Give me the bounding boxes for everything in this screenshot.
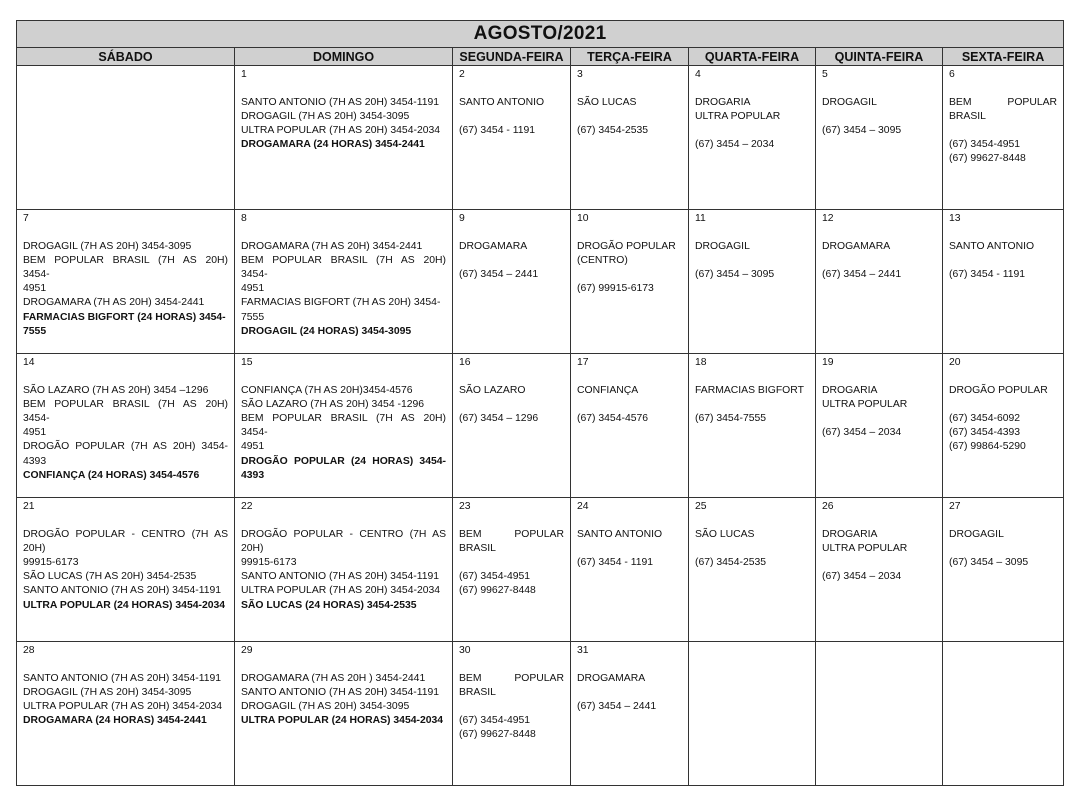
day-cell (235, 210, 453, 354)
pharmacy-line (822, 254, 936, 268)
pharmacy-line: (67) 3454 – 1296 (459, 413, 539, 425)
pharmacy-line (949, 398, 1057, 412)
pharmacy-line: DROGAMARA (822, 241, 891, 253)
day-cell (453, 210, 571, 354)
pharmacy-line: (67) 3454 – 2441 (577, 701, 657, 713)
day-number: 20 (949, 357, 961, 368)
day-cell (235, 498, 453, 642)
day-cell (816, 66, 943, 210)
on-duty-24h-line: ULTRA POPULAR (24 HORAS) 3454-2034 (23, 599, 226, 611)
pharmacy-line: (67) 99627-8448 (459, 585, 536, 597)
pharmacy-line (949, 254, 1057, 268)
day-number: 7 (23, 213, 29, 224)
day-cell (235, 354, 453, 498)
pharmacy-line: SÃO LUCAS (7H AS 20H) 3454-2535 (23, 571, 197, 583)
pharmacy-line: (67) 3454-4951 (949, 139, 1021, 151)
day-cell (235, 642, 453, 786)
day-number: 8 (241, 213, 247, 224)
pharmacy-line: DROGAGIL (7H AS 20H) 3454-3095 (241, 111, 410, 123)
day-number (23, 68, 228, 82)
calendar-title: AGOSTO/2021 (17, 21, 1064, 48)
weekday-header: SEGUNDA-FEIRA (453, 48, 571, 66)
day-cell (17, 210, 235, 354)
pharmacy-line: DROGÃO POPULAR (7H AS 20H) 3454-4393 (23, 441, 228, 467)
pharmacy-line (577, 686, 682, 700)
pharmacy-line (949, 542, 1057, 556)
day-number: 17 (577, 357, 589, 368)
pharmacy-line: DROGÃO POPULAR (949, 385, 1048, 397)
pharmacy-line: (67) 3454-4951 (459, 715, 531, 727)
on-duty-24h-line: DROGÃO POPULAR (24 HORAS) 3454-4393 (241, 455, 446, 481)
day-cell (943, 210, 1064, 354)
day-number: 22 (241, 501, 253, 512)
on-duty-24h-line: ULTRA POPULAR (24 HORAS) 3454-2034 (241, 715, 444, 727)
day-number: 28 (23, 645, 35, 656)
pharmacy-line: 7555 (241, 311, 265, 323)
pharmacy-line: (67) 3454 - 1191 (459, 125, 536, 137)
pharmacy-line: BEM POPULAR BRASIL (7H AS 20H) 3454- (23, 255, 228, 281)
pharmacy-line (822, 110, 936, 124)
pharmacy-line: SANTO ANTONIO (459, 97, 545, 109)
pharmacy-line: (67) 3454-2535 (577, 125, 649, 137)
pharmacy-line (695, 398, 809, 412)
pharmacy-line: CONFIANÇA (577, 385, 639, 397)
pharmacy-line: SÃO LUCAS (577, 97, 637, 109)
day-cell (571, 498, 689, 642)
pharmacy-line: DROGAGIL (949, 529, 1004, 541)
calendar-body (17, 66, 1064, 786)
day-cell (689, 498, 816, 642)
day-cell (689, 642, 816, 786)
pharmacy-line: DROGAGIL (7H AS 20H) 3454-3095 (241, 701, 410, 713)
pharmacy-line: (67) 3454 - 1191 (949, 269, 1026, 281)
pharmacy-line: 99915-6173 (23, 557, 79, 569)
pharmacy-line: 99915-6173 (241, 557, 297, 569)
day-number: 9 (459, 213, 465, 224)
pharmacy-line (459, 110, 564, 124)
pharmacy-line: DROGARIA (695, 97, 751, 109)
pharmacy-line: (67) 3454 – 2441 (822, 269, 902, 281)
on-duty-24h-line: DROGAGIL (24 HORAS) 3454-3095 (241, 325, 412, 337)
pharmacy-line: DROGAGIL (695, 241, 750, 253)
pharmacy-line (695, 124, 809, 138)
pharmacy-line: (67) 99864-5290 (949, 441, 1026, 453)
pharmacy-line: BEM POPULAR BRASIL (7H AS 20H) 3454- (241, 255, 446, 281)
day-cell (235, 66, 453, 210)
pharmacy-line: ULTRA POPULAR (822, 543, 908, 555)
pharmacy-line: (67) 99627-8448 (949, 153, 1026, 165)
pharmacy-line: (67) 99915-6173 (577, 283, 654, 295)
day-cell (571, 354, 689, 498)
pharmacy-duty-calendar (16, 20, 1064, 786)
week-row (17, 642, 1064, 786)
weekday-header: SÁBADO (17, 48, 235, 66)
pharmacy-line: (67) 3454 – 2441 (459, 269, 539, 281)
pharmacy-line: ULTRA POPULAR (7H AS 20H) 3454-2034 (241, 125, 441, 137)
pharmacy-line (459, 700, 564, 714)
day-number (949, 644, 1057, 658)
pharmacy-line: BEM POPULAR BRASIL (949, 97, 1058, 123)
week-row (17, 354, 1064, 498)
on-duty-24h-line: FARMACIAS BIGFORT (24 HORAS) 3454- (23, 311, 226, 323)
week-row (17, 498, 1064, 642)
pharmacy-line: (67) 3454 – 3095 (949, 557, 1029, 569)
day-number: 23 (459, 501, 471, 512)
pharmacy-line: DROGARIA (822, 385, 878, 397)
day-cell (453, 642, 571, 786)
day-number (695, 644, 809, 658)
pharmacy-line: (67) 3454 – 3095 (695, 269, 775, 281)
pharmacy-line: ULTRA POPULAR (7H AS 20H) 3454-2034 (241, 585, 441, 597)
pharmacy-line: BEM POPULAR BRASIL (459, 673, 564, 699)
day-cell (571, 210, 689, 354)
pharmacy-line: DROGARIA (822, 529, 878, 541)
pharmacy-line (577, 398, 682, 412)
pharmacy-line: DROGÃO POPULAR (577, 241, 676, 253)
weekday-header: QUINTA-FEIRA (816, 48, 943, 66)
day-number: 14 (23, 357, 35, 368)
day-number: 25 (695, 501, 707, 512)
pharmacy-line: DROGAMARA (7H AS 20H) 3454-2441 (241, 241, 423, 253)
week-row (17, 210, 1064, 354)
on-duty-24h-line: DROGAMARA (24 HORAS) 3454-2441 (241, 139, 425, 151)
pharmacy-line: DROGAGIL (7H AS 20H) 3454-3095 (23, 241, 192, 253)
pharmacy-line: (67) 3454-6092 (949, 413, 1021, 425)
day-cell (571, 66, 689, 210)
pharmacy-line: SANTO ANTONIO (7H AS 20H) 3454-1191 (241, 571, 440, 583)
pharmacy-line: 4951 (241, 441, 265, 453)
day-cell (17, 66, 235, 210)
day-cell (816, 354, 943, 498)
day-number: 10 (577, 213, 589, 224)
weekday-header: QUARTA-FEIRA (689, 48, 816, 66)
on-duty-24h-line: DROGAMARA (24 HORAS) 3454-2441 (23, 715, 207, 727)
pharmacy-line: BEM POPULAR BRASIL (7H AS 20H) 3454- (23, 399, 228, 425)
pharmacy-line: DROGÃO POPULAR - CENTRO (7H AS 20H) (241, 529, 446, 555)
pharmacy-line: SANTO ANTONIO (577, 529, 663, 541)
day-number: 27 (949, 501, 961, 512)
pharmacy-line: SANTO ANTONIO (7H AS 20H) 3454-1191 (241, 687, 440, 699)
pharmacy-line: DROGÃO POPULAR - CENTRO (7H AS 20H) (23, 529, 228, 555)
day-number: 13 (949, 213, 961, 224)
day-number: 2 (459, 69, 465, 80)
day-cell (17, 498, 235, 642)
weekday-header: TERÇA-FEIRA (571, 48, 689, 66)
day-cell (943, 498, 1064, 642)
pharmacy-line (577, 542, 682, 556)
week-row (17, 66, 1064, 210)
pharmacy-line: (67) 3454 – 2034 (822, 427, 902, 439)
pharmacy-line: DROGAMARA (7H AS 20H ) 3454-2441 (241, 673, 426, 685)
day-cell (943, 66, 1064, 210)
pharmacy-line: FARMACIAS BIGFORT (7H AS 20H) 3454- (241, 297, 441, 309)
pharmacy-line: (67) 3454-4576 (577, 413, 649, 425)
pharmacy-line: ULTRA POPULAR (822, 399, 908, 411)
pharmacy-line (459, 556, 564, 570)
day-number: 5 (822, 69, 828, 80)
pharmacy-line: ULTRA POPULAR (695, 111, 781, 123)
day-number: 26 (822, 501, 834, 512)
pharmacy-line: (67) 3454-7555 (695, 413, 767, 425)
day-cell (17, 642, 235, 786)
weekday-header: SEXTA-FEIRA (943, 48, 1064, 66)
day-number: 16 (459, 357, 471, 368)
day-cell (453, 354, 571, 498)
day-number: 1 (241, 69, 247, 80)
day-cell (816, 642, 943, 786)
pharmacy-line (822, 556, 936, 570)
day-number: 3 (577, 69, 583, 80)
day-number: 12 (822, 213, 834, 224)
day-number: 11 (695, 213, 706, 224)
day-number: 30 (459, 645, 471, 656)
pharmacy-line (695, 542, 809, 556)
pharmacy-line: SANTO ANTONIO (7H AS 20H) 3454-1191 (23, 673, 222, 685)
day-number: 4 (695, 69, 701, 80)
day-number (822, 644, 936, 658)
pharmacy-line: BEM POPULAR BRASIL (459, 529, 564, 555)
pharmacy-line: SÃO LAZARO (7H AS 20H) 3454 –1296 (23, 385, 209, 397)
pharmacy-line (822, 412, 936, 426)
pharmacy-line: DROGAGIL (822, 97, 877, 109)
day-cell (689, 354, 816, 498)
pharmacy-line (459, 254, 564, 268)
day-number: 6 (949, 69, 955, 80)
day-cell (943, 642, 1064, 786)
day-cell (689, 210, 816, 354)
day-cell (816, 498, 943, 642)
pharmacy-line: FARMACIAS BIGFORT (695, 385, 804, 397)
weekday-header-row (17, 48, 1064, 66)
day-cell (453, 498, 571, 642)
pharmacy-line: CONFIANÇA (7H AS 20H)3454-4576 (241, 385, 413, 397)
pharmacy-line: 4951 (241, 283, 265, 295)
pharmacy-line (577, 268, 682, 282)
pharmacy-line: (67) 3454-2535 (695, 557, 767, 569)
day-cell (453, 66, 571, 210)
day-cell (17, 354, 235, 498)
day-cell (816, 210, 943, 354)
pharmacy-line: 4951 (23, 427, 47, 439)
pharmacy-line: (67) 3454 - 1191 (577, 557, 654, 569)
pharmacy-line: (67) 3454-4951 (459, 571, 531, 583)
weekday-header: DOMINGO (235, 48, 453, 66)
pharmacy-line: ULTRA POPULAR (7H AS 20H) 3454-2034 (23, 701, 223, 713)
day-number: 29 (241, 645, 253, 656)
pharmacy-line: 4951 (23, 283, 47, 295)
pharmacy-line (695, 254, 809, 268)
day-cell (689, 66, 816, 210)
pharmacy-line: DROGAGIL (7H AS 20H) 3454-3095 (23, 687, 192, 699)
pharmacy-line (949, 124, 1057, 138)
pharmacy-line: DROGAMARA (577, 673, 646, 685)
pharmacy-line: BEM POPULAR BRASIL (7H AS 20H) 3454- (241, 413, 446, 439)
pharmacy-line: SANTO ANTONIO (7H AS 20H) 3454-1191 (23, 585, 222, 597)
day-number: 31 (577, 645, 589, 656)
pharmacy-line: (67) 99627-8448 (459, 729, 536, 741)
pharmacy-line: SANTO ANTONIO (949, 241, 1035, 253)
on-duty-24h-line: SÃO LUCAS (24 HORAS) 3454-2535 (241, 599, 417, 611)
day-number: 15 (241, 357, 253, 368)
pharmacy-line: (67) 3454 – 2034 (695, 139, 775, 151)
day-cell (571, 642, 689, 786)
on-duty-24h-line: CONFIANÇA (24 HORAS) 3454-4576 (23, 469, 200, 481)
day-number: 21 (23, 501, 35, 512)
pharmacy-line: (67) 3454 – 2034 (822, 571, 902, 583)
pharmacy-line: SANTO ANTONIO (7H AS 20H) 3454-1191 (241, 97, 440, 109)
day-number: 24 (577, 501, 589, 512)
day-number: 19 (822, 357, 834, 368)
day-number: 18 (695, 357, 707, 368)
pharmacy-line: SÃO LUCAS (695, 529, 755, 541)
pharmacy-line: DROGAMARA (459, 241, 528, 253)
pharmacy-line (577, 110, 682, 124)
pharmacy-line: SÃO LAZARO (459, 385, 526, 397)
day-cell (943, 354, 1064, 498)
pharmacy-line: (67) 3454 – 3095 (822, 125, 902, 137)
pharmacy-line: DROGAMARA (7H AS 20H) 3454-2441 (23, 297, 205, 309)
pharmacy-line: (CENTRO) (577, 255, 628, 267)
pharmacy-line: SÃO LAZARO (7H AS 20H) 3454 -1296 (241, 399, 425, 411)
pharmacy-line: (67) 3454-4393 (949, 427, 1021, 439)
on-duty-24h-line: 7555 (23, 325, 47, 337)
pharmacy-line (459, 398, 564, 412)
